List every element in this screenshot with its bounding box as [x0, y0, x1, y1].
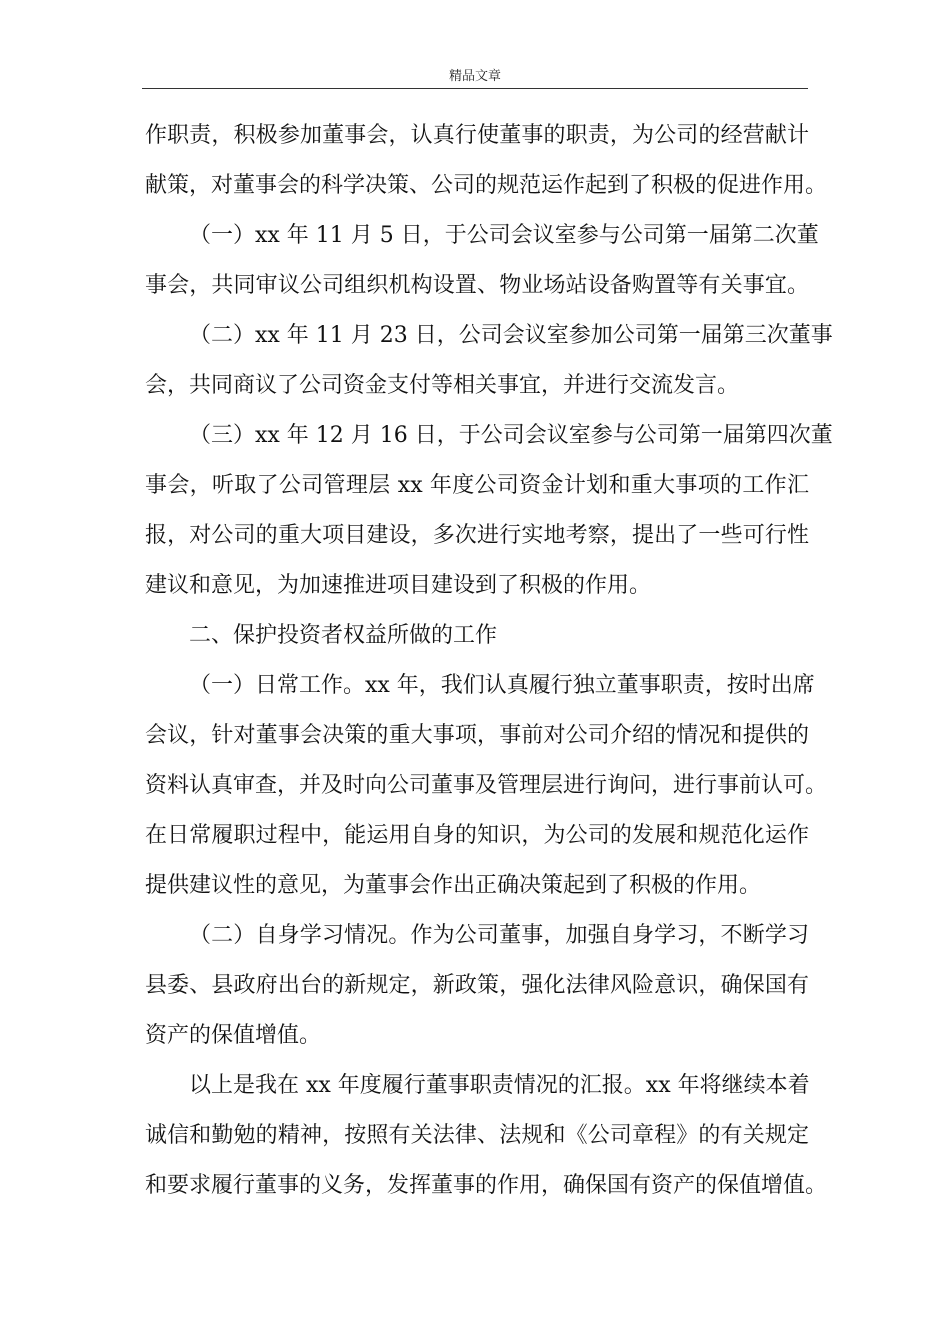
text-line: 和要求履行董事的义务，发挥董事的作用，确保国有资产的保值增值。 — [145, 1173, 828, 1198]
text-line: 提供建议性的意见，为董事会作出正确决策起到了积极的作用。 — [145, 873, 762, 898]
text-line: 资料认真审查，并及时向公司董事及管理层进行询问，进行事前认可。 — [145, 773, 828, 798]
paragraph-line: （一）xx 年 11 月 5 日，于公司会议室参与公司第一届第二次董 — [189, 223, 819, 248]
text-line: 资产的保值增值。 — [145, 1023, 322, 1048]
text-line: 县委、县政府出台的新规定，新政策，强化法律风险意识，确保国有 — [145, 973, 809, 998]
text-line: 事会，共同审议公司组织机构设置、物业场站设备购置等有关事宜。 — [145, 273, 809, 298]
text-line: 报，对公司的重大项目建设，多次进行实地考察，提出了一些可行性 — [145, 523, 809, 548]
text-line: 献策，对董事会的科学决策、公司的规范运作起到了积极的促进作用。 — [145, 173, 828, 198]
paragraph-line: （二）xx 年 11 月 23 日，公司会议室参加公司第一届第三次董事 — [189, 323, 833, 348]
text-line: 会，共同商议了公司资金支付等相关事宜，并进行交流发言。 — [145, 373, 740, 398]
text-line: 建议和意见，为加速推进项目建设到了积极的作用。 — [145, 573, 652, 598]
text-line: 会议，针对董事会决策的重大事项，事前对公司介绍的情况和提供的 — [145, 723, 809, 748]
section-heading: 二、保护投资者权益所做的工作 — [189, 623, 498, 648]
paragraph-line: （一）日常工作。xx 年，我们认真履行独立董事职责，按时出席 — [189, 673, 815, 698]
text-line: 诚信和勤勉的精神，按照有关法律、法规和《公司章程》的有关规定 — [145, 1123, 809, 1148]
text-line: 事会，听取了公司管理层 xx 年度公司资金计划和重大事项的工作汇 — [145, 473, 809, 498]
paragraph-line: 以上是我在 xx 年度履行董事职责情况的汇报。xx 年将继续本着 — [189, 1073, 810, 1098]
page-header: 精品文章 — [448, 69, 501, 84]
document-body — [145, 116, 833, 1216]
text-line: 在日常履职过程中，能运用自身的知识，为公司的发展和规范化运作 — [145, 823, 809, 848]
paragraph-line: （三）xx 年 12 月 16 日，于公司会议室参与公司第一届第四次董 — [189, 423, 833, 448]
text-line: 作职责，积极参加董事会，认真行使董事的职责，为公司的经营献计 — [145, 123, 809, 148]
paragraph-line: （二）自身学习情况。作为公司董事，加强自身学习，不断学习 — [189, 923, 809, 948]
header-divider — [142, 88, 808, 89]
